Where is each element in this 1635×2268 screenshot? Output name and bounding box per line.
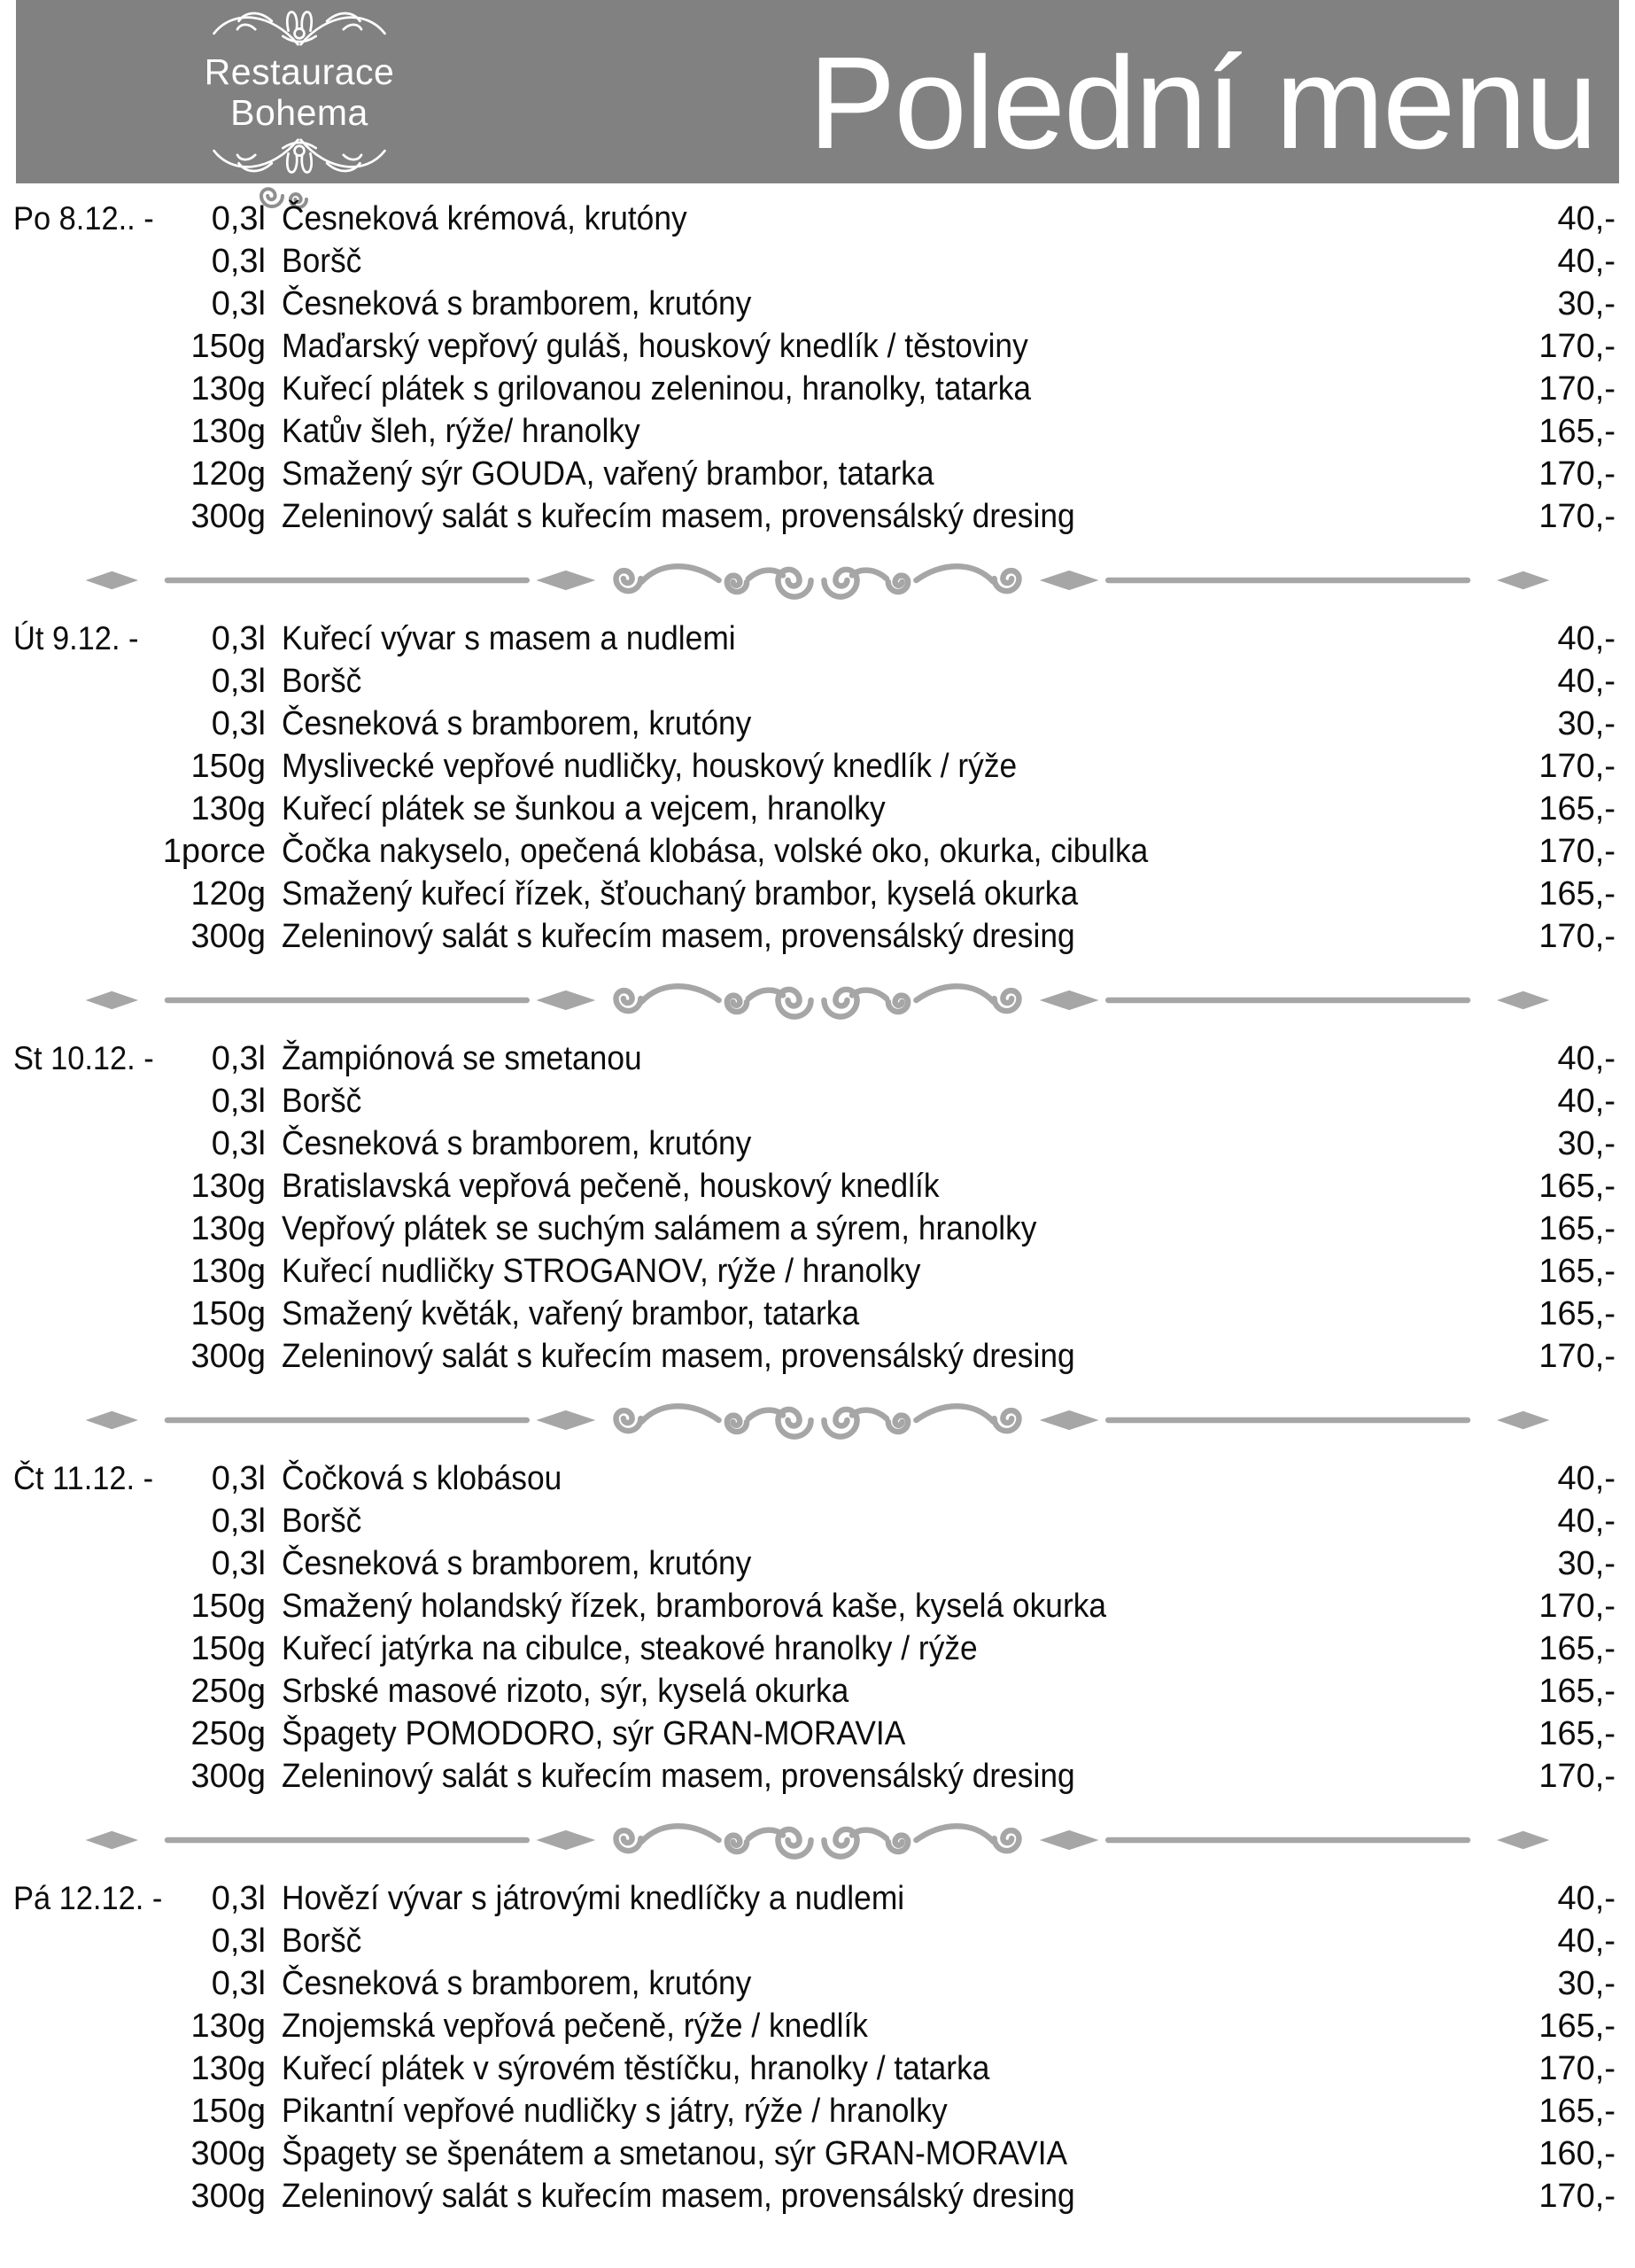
logo-flourish-top-icon — [189, 2, 410, 51]
day-label: Čt 11.12. - — [13, 1460, 154, 1496]
menu-item-row — [0, 830, 1635, 873]
item-size: 130g — [190, 1168, 266, 1205]
item-price: 165,- — [1538, 1295, 1616, 1332]
item-price: 40,- — [1557, 1040, 1616, 1077]
item-name: Žampiónová se smetanou — [282, 1040, 642, 1077]
item-price: 40,- — [1557, 620, 1616, 657]
item-name: Smažený květák, vařený brambor, tatarka — [282, 1295, 860, 1332]
menu-item-row — [0, 368, 1635, 410]
item-price: 170,- — [1538, 370, 1616, 408]
menu-item-row — [0, 1457, 1635, 1500]
item-name: Čočková s klobásou — [282, 1460, 562, 1497]
menu-item-row — [0, 915, 1635, 958]
item-name: Česneková krémová, krutóny — [282, 200, 687, 237]
menu-item-row — [0, 1080, 1635, 1122]
menu-title: Polední menu — [808, 30, 1596, 176]
item-price: 165,- — [1538, 875, 1616, 913]
item-size: 0,3l — [211, 1545, 266, 1582]
item-size: 0,3l — [211, 1125, 266, 1162]
restaurant-name-line1: Restaurace — [204, 51, 395, 92]
item-price: 40,- — [1557, 1083, 1616, 1120]
item-name: Boršč — [282, 1503, 362, 1540]
item-size: 250g — [190, 1673, 266, 1710]
item-size: 0,3l — [211, 1922, 266, 1960]
item-size: 0,3l — [211, 1083, 266, 1120]
item-price: 170,- — [1538, 2050, 1616, 2087]
item-size: 0,3l — [211, 705, 266, 742]
item-price: 170,- — [1538, 833, 1616, 870]
item-price: 30,- — [1557, 705, 1616, 742]
day-section-wednesday — [0, 1023, 1635, 1378]
item-name: Smažený kuřecí řízek, šťouchaný brambor, kyselá okurka — [282, 875, 1079, 913]
item-price: 40,- — [1557, 1503, 1616, 1540]
item-name: Kuřecí jatýrka na cibulce, steakové hranolky / rýže — [282, 1630, 978, 1667]
item-size: 0,3l — [211, 1503, 266, 1540]
item-size: 0,3l — [211, 1965, 266, 2002]
item-price: 40,- — [1557, 663, 1616, 700]
item-price: 30,- — [1557, 285, 1616, 322]
restaurant-name-line2: Bohema — [230, 92, 368, 133]
item-size: 150g — [190, 748, 266, 785]
menu-item-row — [0, 1500, 1635, 1542]
item-price: 165,- — [1538, 1210, 1616, 1247]
item-name: Zeleninový salát s kuřecím masem, provensálský dresing — [282, 498, 1075, 535]
item-price: 165,- — [1538, 790, 1616, 827]
item-size: 0,3l — [211, 243, 266, 280]
item-name: Maďarský vepřový guláš, houskový knedlík / těstoviny — [282, 328, 1028, 365]
item-name: Myslivecké vepřové nudličky, houskový knedlík / rýže — [282, 748, 1018, 785]
day-section-thursday — [0, 1443, 1635, 1798]
item-name: Zeleninový salát s kuřecím masem, provensálský dresing — [282, 1338, 1075, 1375]
item-name: Zeleninový salát s kuřecím masem, provensálský dresing — [282, 2178, 1075, 2215]
item-name: Kuřecí plátek se šunkou a vejcem, hranolky — [282, 790, 886, 827]
item-size: 130g — [190, 413, 266, 450]
menu-rows — [0, 1877, 1635, 2218]
menu-item-row — [0, 1585, 1635, 1627]
item-name: Smažený holandský řízek, bramborová kaše, kyselá okurka — [282, 1588, 1107, 1625]
item-size: 0,3l — [211, 285, 266, 322]
day-section-tuesday — [0, 603, 1635, 958]
menu-item-row — [0, 198, 1635, 240]
item-size: 0,3l — [211, 1040, 266, 1077]
menu-item-row — [0, 1755, 1635, 1798]
item-size: 130g — [190, 1210, 266, 1247]
item-price: 165,- — [1538, 1673, 1616, 1710]
item-name: Boršč — [282, 1922, 362, 1960]
item-price: 165,- — [1538, 1630, 1616, 1667]
menu-item-row — [0, 495, 1635, 538]
menu-item-row — [0, 2132, 1635, 2175]
item-name: Kuřecí plátek v sýrovém těstíčku, hranolky / tatarka — [282, 2050, 990, 2087]
item-size: 130g — [190, 2050, 266, 2087]
menu-item-row — [0, 1208, 1635, 1250]
item-size: 150g — [190, 2093, 266, 2130]
item-size: 130g — [190, 2008, 266, 2045]
menu-item-row — [0, 283, 1635, 325]
logo-flourish-bottom-icon — [189, 133, 410, 183]
menu-item-row — [0, 410, 1635, 453]
item-price: 40,- — [1557, 1460, 1616, 1497]
menu-item-row — [0, 745, 1635, 788]
menu-rows — [0, 1037, 1635, 1378]
item-price: 170,- — [1538, 1338, 1616, 1375]
item-name: Hovězí vývar s játrovými knedlíčky a nudlemi — [282, 1880, 905, 1917]
item-price: 165,- — [1538, 2093, 1616, 2130]
menu-item-row — [0, 1165, 1635, 1208]
item-price: 30,- — [1557, 1125, 1616, 1162]
day-section-friday — [0, 1863, 1635, 2218]
menu-rows — [0, 1457, 1635, 1798]
menu-item-row — [0, 325, 1635, 368]
item-price: 170,- — [1538, 498, 1616, 535]
menu-item-row — [0, 703, 1635, 745]
item-name: Špagety se špenátem a smetanou, sýr GRAN-MORAVIA — [282, 2135, 1068, 2172]
menu-item-row — [0, 1670, 1635, 1713]
menu-item-row — [0, 1877, 1635, 1920]
item-size: 0,3l — [211, 620, 266, 657]
item-size: 0,3l — [211, 1460, 266, 1497]
item-name: Zeleninový salát s kuřecím masem, provensálský dresing — [282, 918, 1075, 955]
item-name: Česneková s bramborem, krutóny — [282, 1965, 752, 2002]
day-label: St 10.12. - — [13, 1040, 154, 1076]
item-price: 165,- — [1538, 1715, 1616, 1752]
item-price: 165,- — [1538, 2008, 1616, 2045]
item-price: 40,- — [1557, 1922, 1616, 1960]
item-price: 170,- — [1538, 748, 1616, 785]
item-size: 150g — [190, 1630, 266, 1667]
item-price: 30,- — [1557, 1965, 1616, 2002]
item-size: 120g — [190, 455, 266, 493]
menu-rows — [0, 617, 1635, 958]
menu-item-row — [0, 1037, 1635, 1080]
item-size: 300g — [190, 2135, 266, 2172]
item-name: Česneková s bramborem, krutóny — [282, 285, 752, 322]
menu-item-row — [0, 617, 1635, 660]
item-name: Boršč — [282, 1083, 362, 1120]
item-size: 300g — [190, 2178, 266, 2215]
menu-item-row — [0, 873, 1635, 915]
section-divider-ornament-icon — [29, 557, 1606, 603]
item-size: 0,3l — [211, 200, 266, 237]
item-price: 170,- — [1538, 455, 1616, 493]
menu-item-row — [0, 660, 1635, 703]
day-label: Pá 12.12. - — [13, 1880, 163, 1916]
item-size: 0,3l — [211, 1880, 266, 1917]
item-name: Špagety POMODORO, sýr GRAN-MORAVIA — [282, 1715, 906, 1752]
item-price: 170,- — [1538, 1588, 1616, 1625]
menu-item-row — [0, 1335, 1635, 1378]
day-label: Út 9.12. - — [13, 620, 139, 656]
menu-item-row — [0, 1293, 1635, 1335]
item-price: 40,- — [1557, 200, 1616, 237]
item-size: 300g — [190, 1758, 266, 1795]
item-name: Kuřecí nudličky STROGANOV, rýže / hranolky — [282, 1253, 921, 1290]
menu-item-row — [0, 1122, 1635, 1165]
item-size: 300g — [190, 918, 266, 955]
menu-item-row — [0, 1920, 1635, 1962]
item-price: 30,- — [1557, 1545, 1616, 1582]
section-divider-ornament-icon — [29, 1817, 1606, 1863]
day-label: Po 8.12.. - — [13, 200, 154, 237]
day-section-monday — [0, 183, 1635, 538]
item-price: 170,- — [1538, 918, 1616, 955]
menu-item-row — [0, 1542, 1635, 1585]
item-name: Smažený sýr GOUDA, vařený brambor, tatarka — [282, 455, 934, 493]
item-size: 300g — [190, 498, 266, 535]
item-price: 170,- — [1538, 2178, 1616, 2215]
item-size: 130g — [190, 790, 266, 827]
item-size: 150g — [190, 1588, 266, 1625]
item-name: Vepřový plátek se suchým salámem a sýrem, hranolky — [282, 1210, 1037, 1247]
menu-item-row — [0, 2005, 1635, 2047]
item-name: Bratislavská vepřová pečeně, houskový knedlík — [282, 1168, 940, 1205]
item-size: 150g — [190, 1295, 266, 1332]
menu-header — [16, 0, 1619, 183]
item-price: 170,- — [1538, 328, 1616, 365]
item-price: 170,- — [1538, 1758, 1616, 1795]
menu-item-row — [0, 2175, 1635, 2218]
item-name: Čočka nakyselo, opečená klobása, volské oko, okurka, cibulka — [282, 833, 1149, 870]
menu-item-row — [0, 1962, 1635, 2005]
item-name: Zeleninový salát s kuřecím masem, provensálský dresing — [282, 1758, 1075, 1795]
item-size: 0,3l — [211, 663, 266, 700]
item-price: 165,- — [1538, 413, 1616, 450]
item-name: Znojemská vepřová pečeně, rýže / knedlík — [282, 2008, 868, 2045]
section-divider-ornament-icon — [29, 1397, 1606, 1443]
menu-item-row — [0, 2090, 1635, 2132]
section-divider-ornament-icon — [29, 977, 1606, 1023]
item-size: 130g — [190, 1253, 266, 1290]
item-price: 40,- — [1557, 243, 1616, 280]
item-name: Kuřecí plátek s grilovanou zeleninou, hranolky, tatarka — [282, 370, 1032, 408]
item-name: Boršč — [282, 243, 362, 280]
menu-item-row — [0, 1627, 1635, 1670]
item-name: Pikantní vepřové nudličky s játry, rýže / hranolky — [282, 2093, 948, 2130]
menu-item-row — [0, 453, 1635, 495]
item-name: Katův šleh, rýže/ hranolky — [282, 413, 640, 450]
item-name: Kuřecí vývar s masem a nudlemi — [282, 620, 736, 657]
menu-item-row — [0, 1713, 1635, 1755]
item-price: 40,- — [1557, 1880, 1616, 1917]
item-size: 250g — [190, 1715, 266, 1752]
item-name: Česneková s bramborem, krutóny — [282, 1125, 752, 1162]
item-price: 165,- — [1538, 1168, 1616, 1205]
menu-rows — [0, 198, 1635, 538]
item-price: 160,- — [1538, 2135, 1616, 2172]
item-name: Srbské masové rizoto, sýr, kyselá okurka — [282, 1673, 849, 1710]
item-name: Boršč — [282, 663, 362, 700]
item-size: 130g — [190, 370, 266, 408]
item-size: 300g — [190, 1338, 266, 1375]
item-size: 1porce — [162, 833, 266, 870]
item-size: 150g — [190, 328, 266, 365]
restaurant-logo — [165, 2, 434, 183]
menu-item-row — [0, 2047, 1635, 2090]
item-name: Česneková s bramborem, krutóny — [282, 1545, 752, 1582]
item-size: 120g — [190, 875, 266, 913]
menu-item-row — [0, 788, 1635, 830]
item-price: 165,- — [1538, 1253, 1616, 1290]
menu-item-row — [0, 240, 1635, 283]
menu-item-row — [0, 1250, 1635, 1293]
item-name: Česneková s bramborem, krutóny — [282, 705, 752, 742]
